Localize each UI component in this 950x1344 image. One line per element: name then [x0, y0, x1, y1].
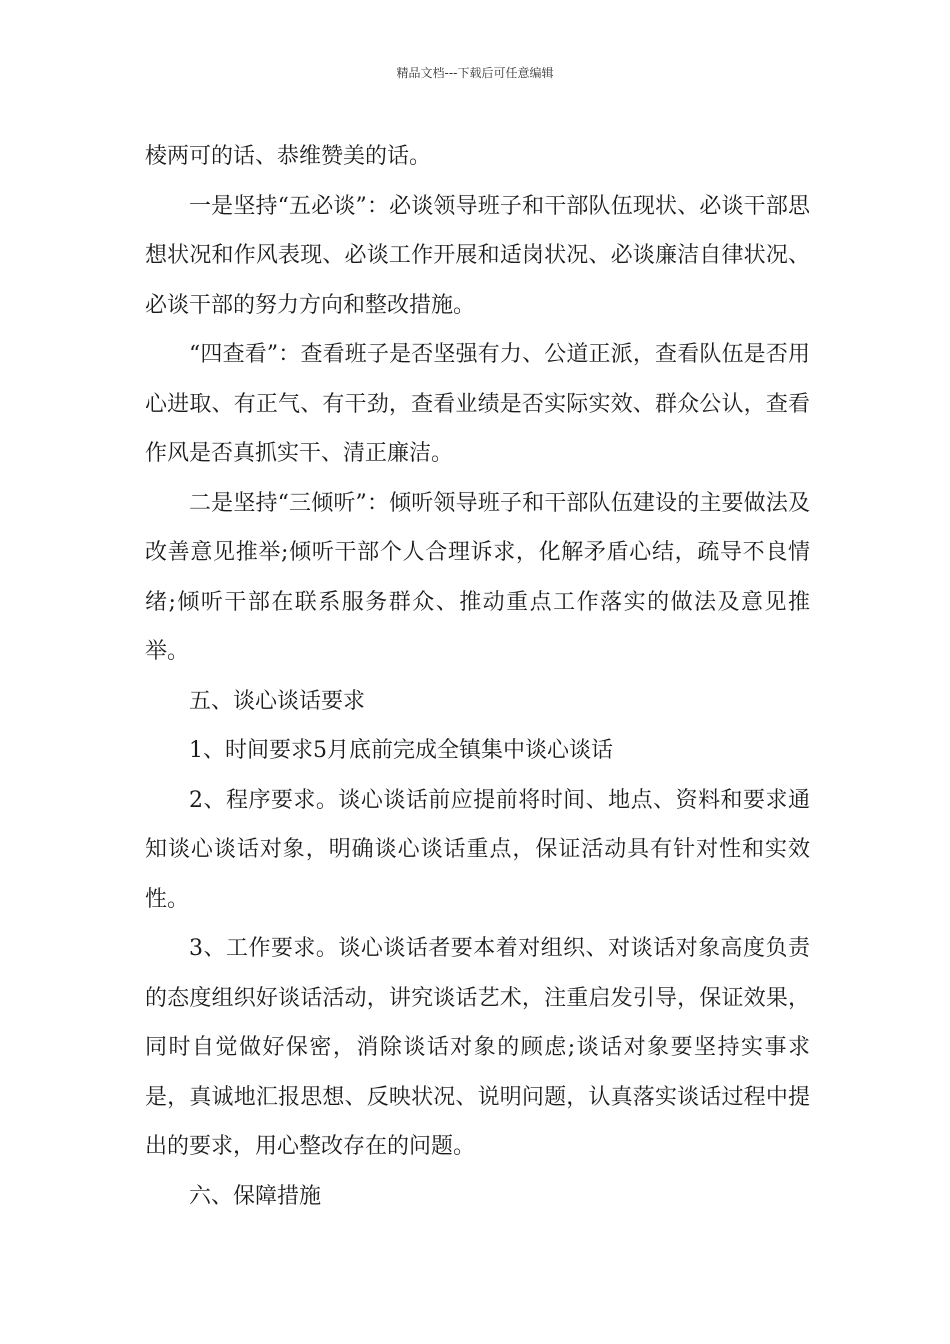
paragraph: 2、程序要求。谈心谈话前应提前将时间、地点、资料和要求通知谈心谈话对象，明确谈心谈话重点，保证活动具有针对性和实效性。	[145, 787, 810, 912]
paragraph: 3、工作要求。谈心谈话者要本着对组织、对谈话对象高度负责的态度组织好谈话活动，讲究谈话艺术，注重启发引导，保证效果，同时自觉做好保密，消除谈话对象的顾虑;谈话对象要坚持实事求是，真诚地汇报思想、反映状况、说明问题，认真落实谈话过程中提出的要求，用心整改存在的问题。	[145, 936, 810, 1159]
document-body	[145, 132, 810, 1221]
page-header: 精品文档---下载后可任意编辑	[396, 66, 554, 80]
paragraph: “四查看”：查看班子是否坚强有力、公道正派，查看队伍是否用心进取、有正气、有干劲，查看业绩是否实际实效、群众公认，查看作风是否真抓实干、清正廉洁。	[145, 342, 810, 466]
section-heading: 五、谈心谈话要求	[189, 688, 366, 714]
paragraph: 棱两可的话、恭维赞美的话。	[145, 144, 432, 169]
paragraph: 二是坚持“三倾听”：倾听领导班子和干部队伍建设的主要做法及改善意见推举;倾听干部个人合理诉求，化解矛盾心结，疏导不良情绪;倾听干部在联系服务群众、推动重点工作落实的做法及意见推举。	[145, 490, 810, 664]
paragraph: 1、时间要求5月底前完成全镇集中谈心谈话	[189, 738, 613, 763]
section-heading: 六、保障措施	[189, 1183, 322, 1209]
paragraph: 一是坚持“五必谈”：必谈领导班子和干部队伍现状、必谈干部思想状况和作风表现、必谈工作开展和适岗状况、必谈廉洁自律状况、必谈干部的努力方向和整改措施。	[145, 193, 810, 318]
